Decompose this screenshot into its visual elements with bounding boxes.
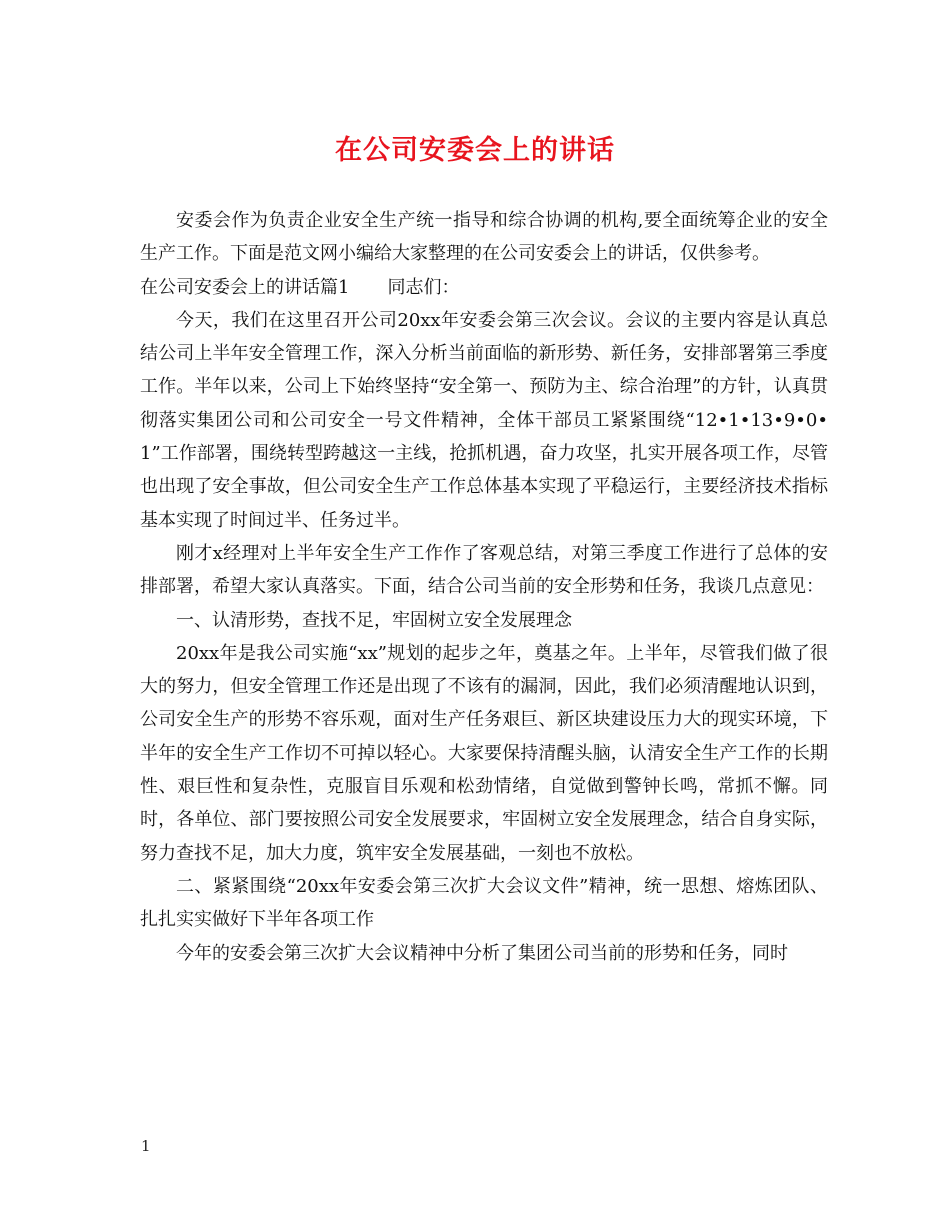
section-heading-line [140,271,828,304]
body-paragraph-3: 20xx年是我公司实施“xx”规划的起步之年，奠基之年。上半年，尽管我们做了很大的努力，但安全管理工作还是出现了不该有的漏洞，因此，我们必须清醒地认识到，公司安全生产的形势不容乐观，面对生产任务艰巨、新区块建设压力大的现实环境，下半年的安全生产工作切不可掉以轻心。大家要保持清醒头脑，认清安全生产工作的长期性、艰巨性和复杂性，克服盲目乐观和松劲情绪，自觉做到警钟长鸣，常抓不懈。同时，各单位、部门要按照公司安全发展要求，牢固树立安全发展理念，结合自身实际，努力查找不足，加大力度，筑牢安全发展基础，一刻也不放松。 [140,642,828,864]
section-heading-1: 一、认清形势，查找不足，牢固树立安全发展理念 [176,609,572,631]
section-heading-2: 二、紧紧围绕“20xx年安委会第三次扩大会议文件”精神，统一思想、熔炼团队、扎扎实实做好下半年各项工作 [140,875,828,931]
intro-paragraph: 安委会作为负责企业安全生产统一指导和综合协调的机构,要全面统筹企业的安全生产工作。下面是范文网小编给大家整理的在公司安委会上的讲话，仅供参考。 [140,210,828,265]
salutation: 同志们： [387,276,460,298]
page-number: 1 [141,1137,151,1155]
document-body [140,204,828,970]
body-paragraph-1: 今天，我们在这里召开公司20xx年安委会第三次会议。会议的主要内容是认真总结公司上半年安全管理工作，深入分析当前面临的新形势、新任务，安排部署第三季度工作。半年以来，公司上下始终坚持“安全第一、预防为主、综合治理”的方针，认真贯彻落实集团公司和公司安全一号文件精神，全体干部员工紧紧围绕“12•1•13•9•0•1”工作部署，围绕转型跨越这一主线，抢抓机遇，奋力攻坚，扎实开展各项工作，尽管也出现了安全事故，但公司安全生产工作总体基本实现了平稳运行，主要经济技术指标基本实现了时间过半、任务过半。 [140,309,828,531]
document-title: 在公司安委会上的讲话 [335,135,615,166]
body-paragraph-2: 刚才x经理对上半年安全生产工作作了客观总结，对第三季度工作进行了总体的安排部署，希望大家认真落实。下面，结合公司当前的安全形势和任务，我谈几点意见： [140,542,828,598]
section-heading: 在公司安委会上的讲话篇1 [140,276,350,298]
body-paragraph-4: 今年的安委会第三次扩大会议精神中分析了集团公司当前的形势和任务，同时 [176,942,788,964]
